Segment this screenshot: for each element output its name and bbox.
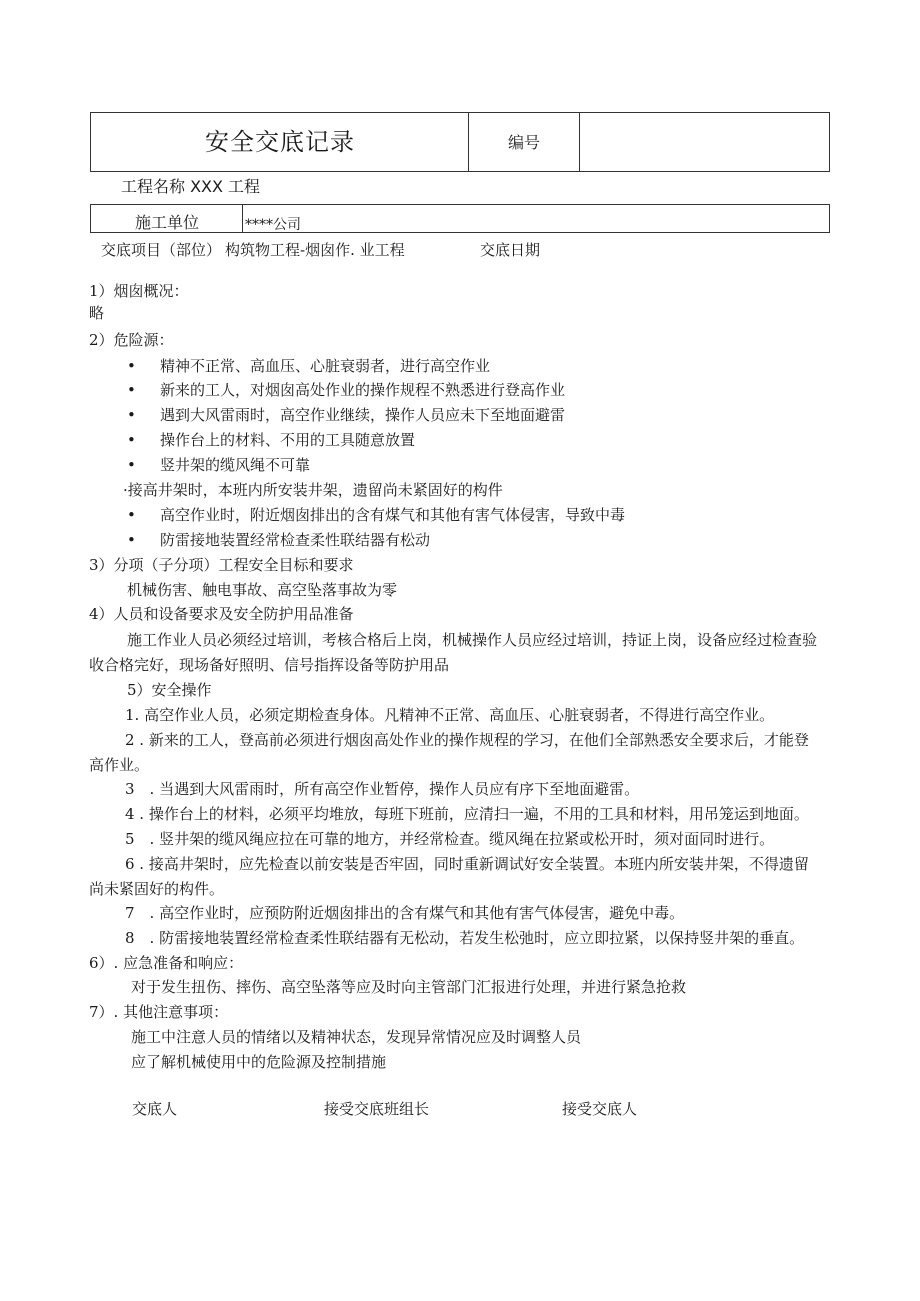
operation-item: 5 . 竖井架的缆风绳应拉在可靠的地方，并经常检查。缆风绳在拉紧或松开时，须对面同时进行。	[125, 830, 775, 848]
project-name: 工程名称 XXX 工程	[121, 177, 261, 196]
hazard-item: 精神不正常、高血压、心脏衰弱者，进行高空作业	[160, 357, 491, 375]
hazard-item: 竖井架的缆风绳不可靠	[160, 456, 311, 474]
unit-label: 施工单位	[135, 213, 200, 232]
operation-item: 8 . 防雷接地装置经常检查柔性联结器有无松动，若发生松弛时，应立即拉紧，以保持竖井架的垂直。	[125, 929, 805, 947]
operation-item: 6 . 接高井架时，应先检查以前安装是否牢固，同时重新调试好安全装置。本班内所安装井架，不得遗留	[125, 855, 809, 873]
unit-value: ****公司	[245, 217, 301, 233]
signature-receiver: 接受交底人	[562, 1100, 638, 1118]
bullet-icon: •	[127, 406, 136, 424]
operation-item: 尚未紧固好的构件。	[89, 880, 225, 898]
section-4-heading: 4）人员和设备要求及安全防护用品准备	[89, 605, 354, 623]
page-title: 安全交底记录	[205, 128, 355, 156]
hazard-item: ·接高井架时，本班内所安装井架，遗留尚未紧固好的构件	[123, 481, 503, 499]
operation-item: 高作业。	[89, 756, 150, 774]
section-7-line: 应了解机械使用中的危险源及控制措施	[131, 1053, 387, 1071]
hazard-item: 高空作业时，附近烟囱排出的含有煤气和其他有害气体侵害，导致中毒	[160, 506, 626, 524]
section-1-heading: 1）烟囱概况：	[89, 282, 189, 300]
bullet-icon: •	[127, 431, 136, 449]
operation-item: 1. 高空作业人员，必须定期检查身体。凡精神不正常、高血压、心脏衰弱者，不得进行高空作业。	[125, 706, 775, 724]
section-6-body: 对于发生扭伤、摔伤、高空坠落等应及时向主管部门汇报进行处理，并进行紧急抢救	[131, 978, 687, 996]
section-1-body: 略	[89, 304, 105, 322]
number-label: 编号	[508, 133, 541, 152]
bullet-icon: •	[127, 357, 136, 375]
operation-item: 4 . 操作台上的材料，必须平均堆放，每班下班前，应清扫一遍，不用的工具和材料，用吊笼运到地面。	[125, 805, 809, 823]
signature-team-leader: 接受交底班组长	[324, 1100, 430, 1118]
operation-item: 7 . 高空作业时，应预防附近烟囱排出的含有煤气和其他有害气体侵害，避免中毒。	[125, 904, 685, 922]
bullet-icon: •	[127, 506, 136, 524]
hazard-item: 防雷接地装置经常检查柔性联结器有松动	[160, 531, 431, 549]
bullet-icon: •	[127, 381, 136, 399]
section-7-line: 施工中注意人员的情绪以及精神状态，发现异常情况应及时调整人员	[131, 1028, 582, 1046]
item-value: 构筑物工程-烟囱作. 业工程	[225, 241, 405, 259]
signature-briefer: 交底人	[132, 1100, 178, 1118]
hazard-item: 遇到大风雷雨时，高空作业继续，操作人员应未下至地面避雷	[160, 406, 566, 424]
section-7-heading: 7）. 其他注意事项：	[89, 1003, 229, 1021]
section-3-heading: 3）分项（子分项）工程安全目标和要求	[89, 556, 354, 574]
section-5-heading: 5）安全操作	[127, 681, 212, 699]
section-4-line: 施工作业人员必须经过培训，考核合格后上岗，机械操作人员应经过培训，持证上岗，设备应经过检查验	[127, 631, 818, 649]
hazard-item: 操作台上的材料、不用的工具随意放置	[160, 431, 416, 449]
hazard-item: 新来的工人，对烟囱高处作业的操作规程不熟悉进行登高作业	[160, 381, 566, 399]
section-3-body: 机械伤害、触电事故、高空坠落事故为零	[127, 581, 398, 599]
section-4-line: 收合格完好，现场备好照明、信号指挥设备等防护用品	[89, 656, 450, 674]
item-label: 交底项目（部位）	[101, 241, 222, 259]
date-label: 交底日期	[480, 241, 541, 259]
operation-item: 3 . 当遇到大风雷雨时，所有高空作业暂停，操作人员应有序下至地面避雷。	[125, 780, 640, 798]
operation-item: 2 . 新来的工人，登高前必须进行烟囱高处作业的操作规程的学习，在他们全部熟悉安全要求后，才能登	[125, 731, 809, 749]
section-6-heading: 6）. 应急准备和响应：	[89, 954, 244, 972]
bullet-icon: •	[127, 531, 136, 549]
section-2-heading: 2）危险源：	[89, 331, 174, 349]
bullet-icon: •	[127, 456, 136, 474]
